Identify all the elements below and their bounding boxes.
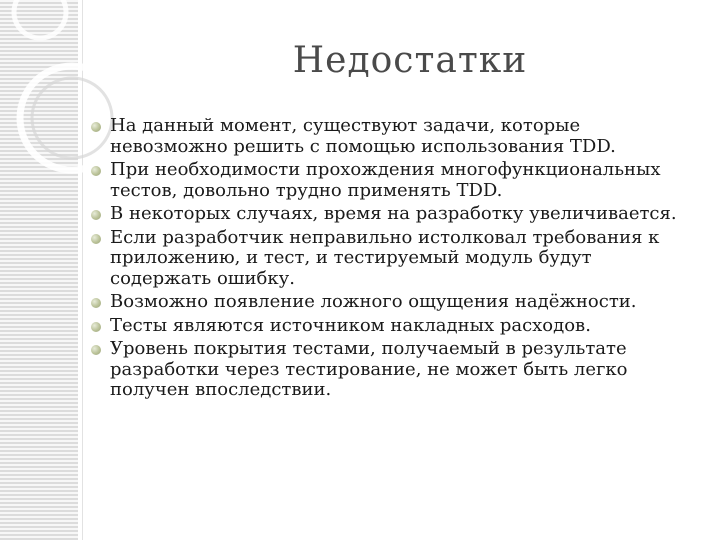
bullet-text: Если разработчик неправильно истолковал требования к приложению, и тест, и тестируемый модуль будут содержать ошибку. — [110, 226, 660, 289]
bullet-item — [84, 292, 684, 313]
bullet-dot-icon — [91, 122, 101, 132]
bullet-item — [84, 204, 684, 225]
bullet-dot-icon — [91, 345, 101, 355]
bullet-dot-icon — [91, 166, 101, 176]
bullet-item — [84, 339, 684, 401]
bullet-dot-icon — [91, 210, 101, 220]
bullet-text: Уровень покрытия тестами, получаемый в результате разработки через тестирование, не может быть легко получен впоследствии. — [110, 338, 628, 400]
decorative-circle-top — [14, 0, 66, 38]
bullet-item — [84, 160, 684, 201]
slide-title: Недостатки — [292, 40, 528, 81]
bullet-item — [84, 316, 684, 337]
bullet-dot-icon — [91, 234, 101, 244]
bullet-item — [84, 116, 684, 157]
bullet-text: В некоторых случаях, время на разработку увеличивается. — [110, 203, 677, 224]
bullet-text: При необходимости прохождения многофункциональных тестов, довольно трудно применять TDD. — [110, 159, 661, 201]
bullet-text: На данный момент, существуют задачи, которые невозможно решить с помощью использования TDD. — [110, 115, 616, 157]
bullet-dot-icon — [91, 298, 101, 308]
bullet-list — [84, 116, 684, 404]
bullet-text: Тесты являются источником накладных расходов. — [110, 314, 591, 336]
bullet-item — [84, 228, 684, 290]
bullet-text: Возможно появление ложного ощущения надёжности. — [110, 291, 637, 312]
bullet-dot-icon — [91, 322, 101, 332]
